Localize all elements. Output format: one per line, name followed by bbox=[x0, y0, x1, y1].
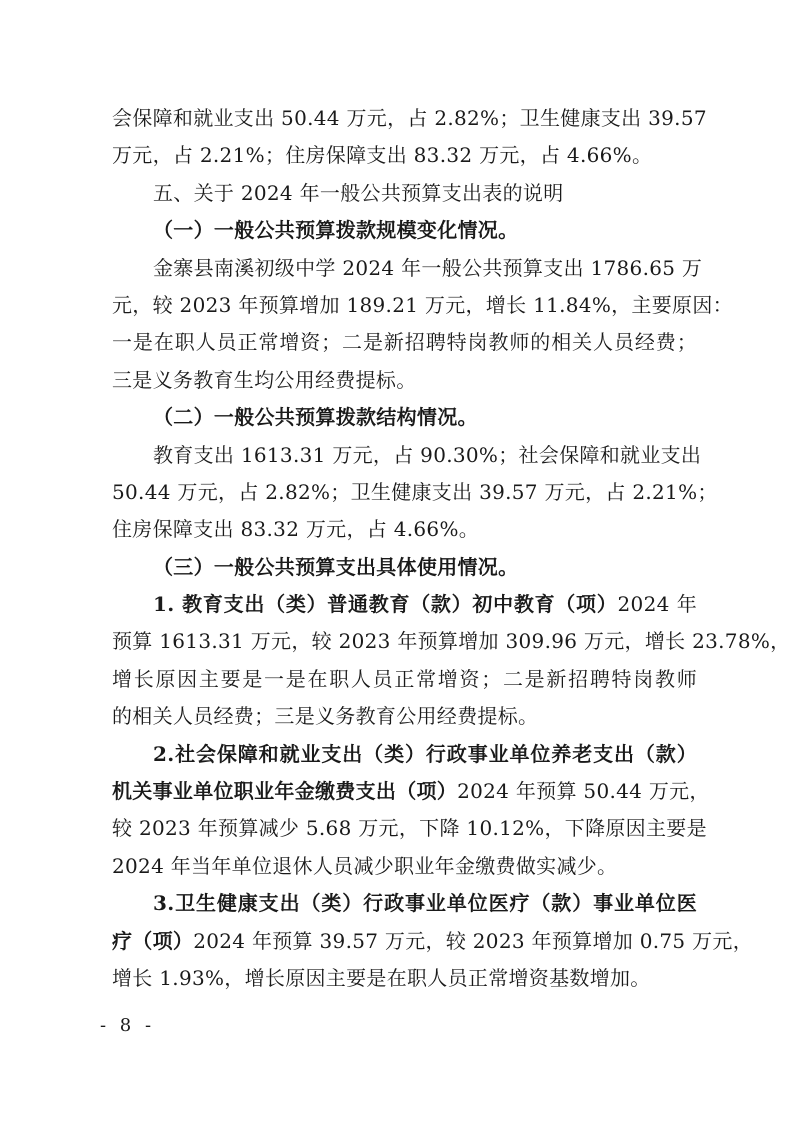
text-line: （一）一般公共预算拨款规模变化情况。 bbox=[153, 218, 519, 243]
text-line: 增长原因主要是一是在职人员正常增资；二是新招聘特岗教师 bbox=[112, 666, 697, 691]
text-line bbox=[112, 586, 697, 623]
bold-text-segment: 机关事业单位职业年金缴费支出（项） bbox=[112, 779, 458, 804]
text-line: 的相关人员经费；三是义务教育公用经费提标。 bbox=[112, 704, 539, 729]
text-segment: 2024 年预算 39.57 万元，较 2023 年预算增加 0.75 万元， bbox=[193, 928, 753, 953]
text-line: 预算 1613.31 万元，较 2023 年预算增加 309.96 万元，增长 23.78%， bbox=[112, 629, 791, 654]
text-line: 金寨县南溪初级中学 2024 年一般公共预算支出 1786.65 万 bbox=[153, 255, 703, 280]
text-line: 教育支出 1613.31 万元，占 90.30%；社会保障和就业支出 bbox=[153, 442, 702, 467]
bold-text-segment: 1. 教育支出（类）普通教育（款）初中教育（项） bbox=[153, 592, 618, 617]
page-number: - 8 - bbox=[100, 1015, 156, 1036]
text-line bbox=[112, 923, 753, 960]
text-line: 增长 1.93%，增长原因主要是在职人员正常增资基数增加。 bbox=[112, 965, 651, 990]
text-line: 万元，占 2.21%；住房保障支出 83.32 万元，占 4.66%。 bbox=[112, 143, 653, 168]
text-line: 住房保障支出 83.32 万元，占 4.66%。 bbox=[112, 517, 480, 542]
text-line: （二）一般公共预算拨款结构情况。 bbox=[153, 405, 478, 430]
text-line: 五、关于 2024 年一般公共预算支出表的说明 bbox=[153, 180, 564, 205]
document-body bbox=[112, 100, 791, 997]
text-line: 3.卫生健康支出（类）行政事业单位医疗（款）事业单位医 bbox=[153, 891, 697, 916]
text-line: 2024 年当年单位退休人员减少职业年金缴费做实减少。 bbox=[112, 853, 618, 878]
text-line: 2.社会保障和就业支出（类）行政事业单位养老支出（款） bbox=[153, 741, 697, 766]
text-line: 三是义务教育生均公用经费提标。 bbox=[112, 367, 417, 392]
text-segment: 2024 年预算 50.44 万元， bbox=[457, 779, 710, 804]
text-line: 元，较 2023 年预算增加 189.21 万元，增长 11.84%，主要原因： bbox=[112, 292, 733, 317]
text-line: 一是在职人员正常增资；二是新招聘特岗教师的相关人员经费； bbox=[112, 330, 697, 355]
text-line bbox=[112, 773, 710, 810]
bold-text-segment: 疗（项） bbox=[112, 928, 194, 953]
text-line: 50.44 万元，占 2.82%；卫生健康支出 39.57 万元，占 2.21%； bbox=[112, 479, 718, 504]
text-line: （三）一般公共预算支出具体使用情况。 bbox=[153, 554, 519, 579]
text-segment: 2024 年 bbox=[617, 592, 698, 617]
text-line: 较 2023 年预算减少 5.68 万元，下降 10.12%，下降原因主要是 bbox=[112, 816, 707, 841]
text-line: 会保障和就业支出 50.44 万元，占 2.82%；卫生健康支出 39.57 bbox=[112, 106, 707, 130]
